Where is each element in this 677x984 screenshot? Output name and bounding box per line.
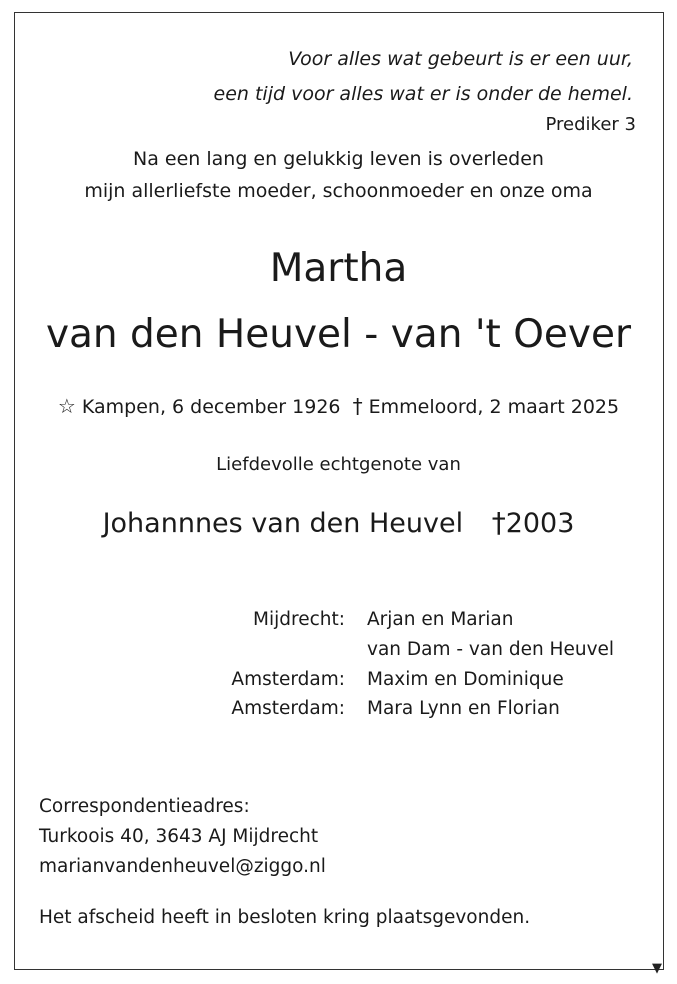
intro-line-1: Na een lang en gelukkig leven is overleden: [133, 148, 544, 170]
family-place: Mijdrecht:: [253, 609, 345, 630]
cross-icon: †: [491, 506, 506, 539]
family-names: Maxim en Dominique: [367, 669, 564, 690]
spouse-death-year: 2003: [505, 508, 575, 539]
quote-line-2: een tijd voor alles wat er is onder de hemel.: [213, 83, 633, 105]
death-info: Emmeloord, 2 maart 2025: [368, 396, 620, 418]
spouse-name: Johannnes van den Heuvel: [102, 508, 464, 539]
family-names: Arjan en Marian: [367, 609, 514, 630]
deceased-full-name: van den Heuvel - van 't Oever: [45, 312, 632, 357]
life-dates: [0, 394, 677, 418]
contact-email: marianvandenheuvel@ziggo.nl: [39, 856, 326, 877]
contact-label: Correspondentieadres:: [39, 796, 250, 817]
deceased-first-name: Martha: [269, 246, 408, 291]
birth-info: Kampen, 6 december 1926: [81, 396, 341, 418]
contact-address: Turkoois 40, 3643 AJ Mijdrecht: [39, 826, 319, 847]
spouse-label: Liefdevolle echtgenote van: [216, 454, 461, 475]
family-place: Amsterdam:: [231, 669, 345, 690]
family-names: Mara Lynn en Florian: [367, 698, 560, 719]
cross-icon: †: [352, 394, 363, 418]
quote-source: Prediker 3: [545, 114, 636, 135]
quote-line-1: Voor alles wat gebeurt is er een uur,: [288, 48, 633, 70]
spouse-line: [0, 506, 677, 539]
intro-line-2: mijn allerliefste moeder, schoonmoeder en onze oma: [84, 180, 593, 202]
family-names: van Dam - van den Heuvel: [367, 639, 615, 660]
arrow-down-icon: ▼: [652, 961, 662, 976]
star-icon: ☆: [57, 394, 76, 418]
family-place: Amsterdam:: [231, 698, 345, 719]
closing-note: Het afscheid heeft in besloten kring plaatsgevonden.: [39, 907, 531, 928]
contact-block: [39, 792, 326, 882]
